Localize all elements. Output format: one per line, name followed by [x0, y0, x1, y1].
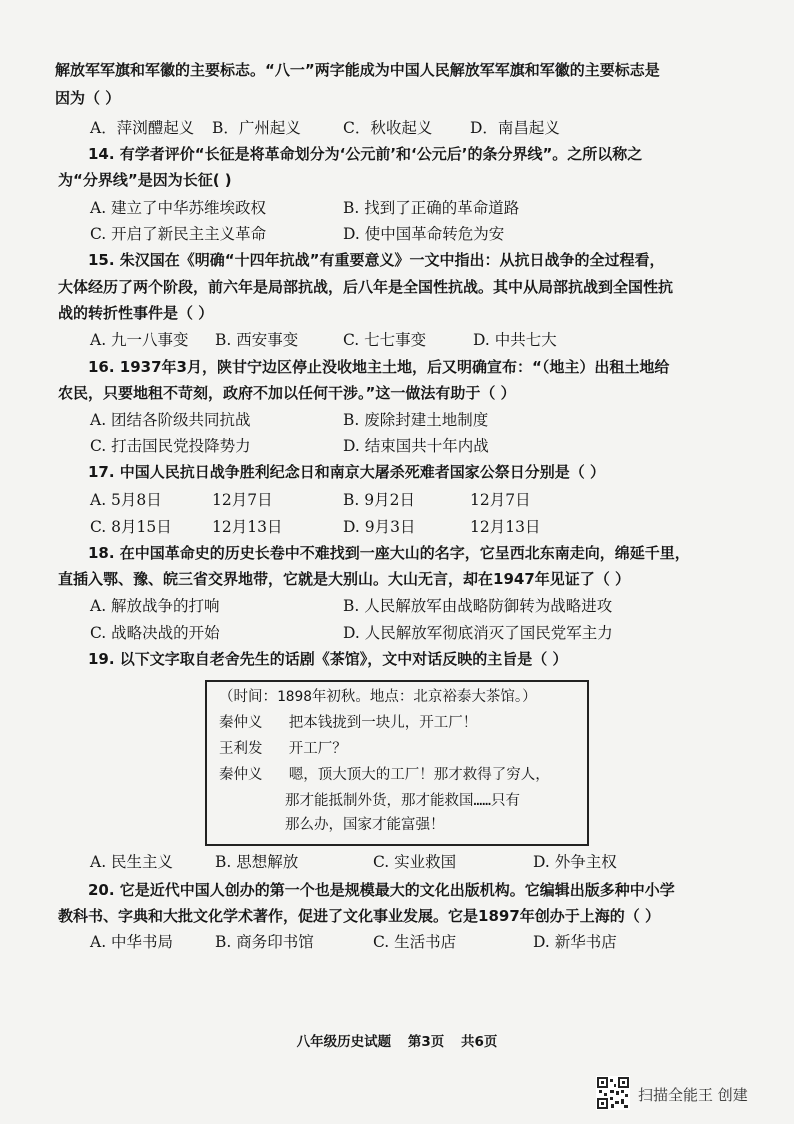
q17-option-d-date-1: D. 9月3日 — [343, 518, 416, 536]
dialogue-speaker: 秦仲义 — [219, 767, 263, 783]
q16-option-a: A. 团结各阶级共同抗战 — [90, 411, 251, 429]
q14-stem-line-1: 14. 有学者评价“长征是将革命划分为‘公元前’和‘公元后’的条分界线”。之所以称之 — [88, 145, 643, 163]
q20-options — [90, 930, 754, 954]
q17-stem: 17. 中国人民抗日战争胜利纪念日和南京大屠杀死难者国家公祭日分别是（ ） — [88, 463, 606, 481]
q14-option-b: B. 找到了正确的革命道路 — [343, 199, 520, 217]
q15-option-a: A. 九一八事变 — [90, 331, 189, 349]
footer-total-pages: 共6页 — [460, 1034, 498, 1050]
dialogue-row-1 — [219, 712, 477, 734]
q19-dialogue-box — [205, 680, 589, 846]
q19-option-b: B. 思想解放 — [215, 853, 299, 871]
q19-option-a: A. 民生主义 — [90, 853, 174, 871]
q18-option-b: B. 人民解放军由战略防御转为战略进攻 — [343, 597, 613, 615]
q20-option-c: C. 生活书店 — [373, 933, 457, 951]
dialogue-row-3 — [219, 764, 550, 786]
q13-option-c: C．秋收起义 — [343, 119, 433, 137]
q13-stem-line-2: 因为（ ） — [55, 89, 121, 107]
q17-option-c-date-1: C. 8月15日 — [90, 518, 172, 536]
q18-options-row-2 — [90, 621, 754, 645]
q18-option-c: C. 战略决战的开始 — [90, 624, 220, 642]
q14-option-d: D. 使中国革命转危为安 — [343, 225, 505, 243]
q20-option-a: A. 中华书局 — [90, 933, 174, 951]
dialogue-continuation-1: 那才能抵制外货，那才能救国……只有 — [285, 793, 520, 809]
dialogue-setting: （时间：1898年初秋。地点：北京裕泰大茶馆。） — [219, 689, 537, 705]
q14-stem-line-2: 为“分界线”是因为长征( ) — [58, 171, 232, 189]
q17-option-a-date-2: 12月7日 — [212, 491, 273, 509]
q19-option-d: D. 外争主权 — [533, 853, 617, 871]
q15-stem-line-2: 大体经历了两个阶段，前六年是局部抗战，后八年是全国性抗战。其中从局部抗战到全国性抗 — [58, 278, 674, 296]
q17-option-a-date-1: A. 5月8日 — [90, 491, 162, 509]
watermark-text: 扫描全能王 创建 — [638, 1086, 748, 1104]
q18-option-d: D. 人民解放军彻底消灭了国民党军主力 — [343, 624, 613, 642]
q20-option-d: D. 新华书店 — [533, 933, 617, 951]
q16-options-row-2 — [90, 434, 754, 458]
q16-options-row-1 — [90, 408, 754, 432]
q15-stem-line-3: 战的转折性事件是（ ） — [58, 304, 214, 322]
q17-options-row-1 — [90, 488, 754, 512]
footer-title: 八年级历史试题 — [296, 1034, 392, 1050]
q20-stem-line-1: 20. 它是近代中国人创办的第一个也是规模最大的文化出版机构。它编辑出版多种中小学 — [88, 881, 675, 899]
page-footer — [0, 1030, 794, 1050]
q17-option-c-date-2: 12月13日 — [212, 518, 283, 536]
q18-stem-line-1: 18. 在中国革命史的历史长卷中不难找到一座大山的名字，它呈西北东南走向，绵延千里， — [88, 544, 690, 562]
q13-option-d: D．南昌起义 — [470, 119, 560, 137]
q20-option-b: B. 商务印书馆 — [215, 933, 314, 951]
q15-option-d: D. 中共七大 — [473, 331, 557, 349]
q14-options-row-1 — [90, 196, 754, 220]
q15-options — [90, 328, 754, 352]
q16-stem-line-1: 16. 1937年3月，陕甘宁边区停止没收地主土地，后又明确宣布：“（地主）出租土地给 — [88, 358, 670, 376]
q17-option-d-date-2: 12月13日 — [470, 518, 541, 536]
dialogue-speaker: 秦仲义 — [219, 715, 263, 731]
q19-stem: 19. 以下文字取自老舍先生的话剧《茶馆》，文中对话反映的主旨是（ ） — [88, 650, 568, 668]
q14-option-a: A. 建立了中华苏维埃政权 — [90, 199, 267, 217]
qr-code-icon — [596, 1076, 630, 1110]
q16-stem-line-2: 农民，只要地租不苛刻，政府不加以任何干涉。”这一做法有助于（ ） — [58, 384, 516, 402]
q14-option-c: C. 开启了新民主主义革命 — [90, 225, 267, 243]
q13-options — [90, 116, 754, 140]
q16-option-d: D. 结束国共十年内战 — [343, 437, 489, 455]
dialogue-continuation-2: 那么办，国家才能富强！ — [285, 817, 445, 833]
q20-stem-line-2: 教科书、字典和大批文化学术著作，促进了文化事业发展。它是1897年创办于上海的（ ） — [58, 907, 660, 925]
q16-option-c: C. 打击国民党投降势力 — [90, 437, 251, 455]
q19-options — [90, 850, 754, 874]
q16-option-b: B. 废除封建土地制度 — [343, 411, 489, 429]
q15-stem-line-1: 15. 朱汉国在《明确“十四年抗战”有重要意义》一文中指出：从抗日战争的全过程看， — [88, 251, 665, 269]
q15-option-b: B. 西安事变 — [215, 331, 299, 349]
dialogue-line: 把本钱拢到一块儿，开工厂！ — [288, 715, 478, 731]
q18-option-a: A. 解放战争的打响 — [90, 597, 220, 615]
q18-options-row-1 — [90, 594, 754, 618]
dialogue-line: 嗯，顶大顶大的工厂！那才救得了穷人， — [288, 767, 550, 783]
dialogue-line: 开工厂？ — [288, 741, 347, 757]
q13-stem-line-1: 解放军军旗和军徽的主要标志。“八一”两字能成为中国人民解放军军旗和军徽的主要标志是 — [55, 61, 660, 79]
q19-option-c: C. 实业救国 — [373, 853, 457, 871]
dialogue-row-2 — [219, 738, 347, 760]
q15-option-c: C. 七七事变 — [343, 331, 427, 349]
dialogue-speaker: 王利发 — [219, 741, 263, 757]
q13-option-b: B．广州起义 — [212, 119, 301, 137]
q18-stem-line-2: 直插入鄂、豫、皖三省交界地带，它就是大别山。大山无言，却在1947年见证了（ ） — [58, 570, 630, 588]
q14-options-row-2 — [90, 222, 754, 246]
q17-options-row-2 — [90, 515, 754, 539]
footer-page-number: 第3页 — [407, 1034, 445, 1050]
q13-option-a: A．萍浏醴起义 — [90, 119, 195, 137]
q17-option-b-date-1: B. 9月2日 — [343, 491, 415, 509]
q17-option-b-date-2: 12月7日 — [470, 491, 531, 509]
